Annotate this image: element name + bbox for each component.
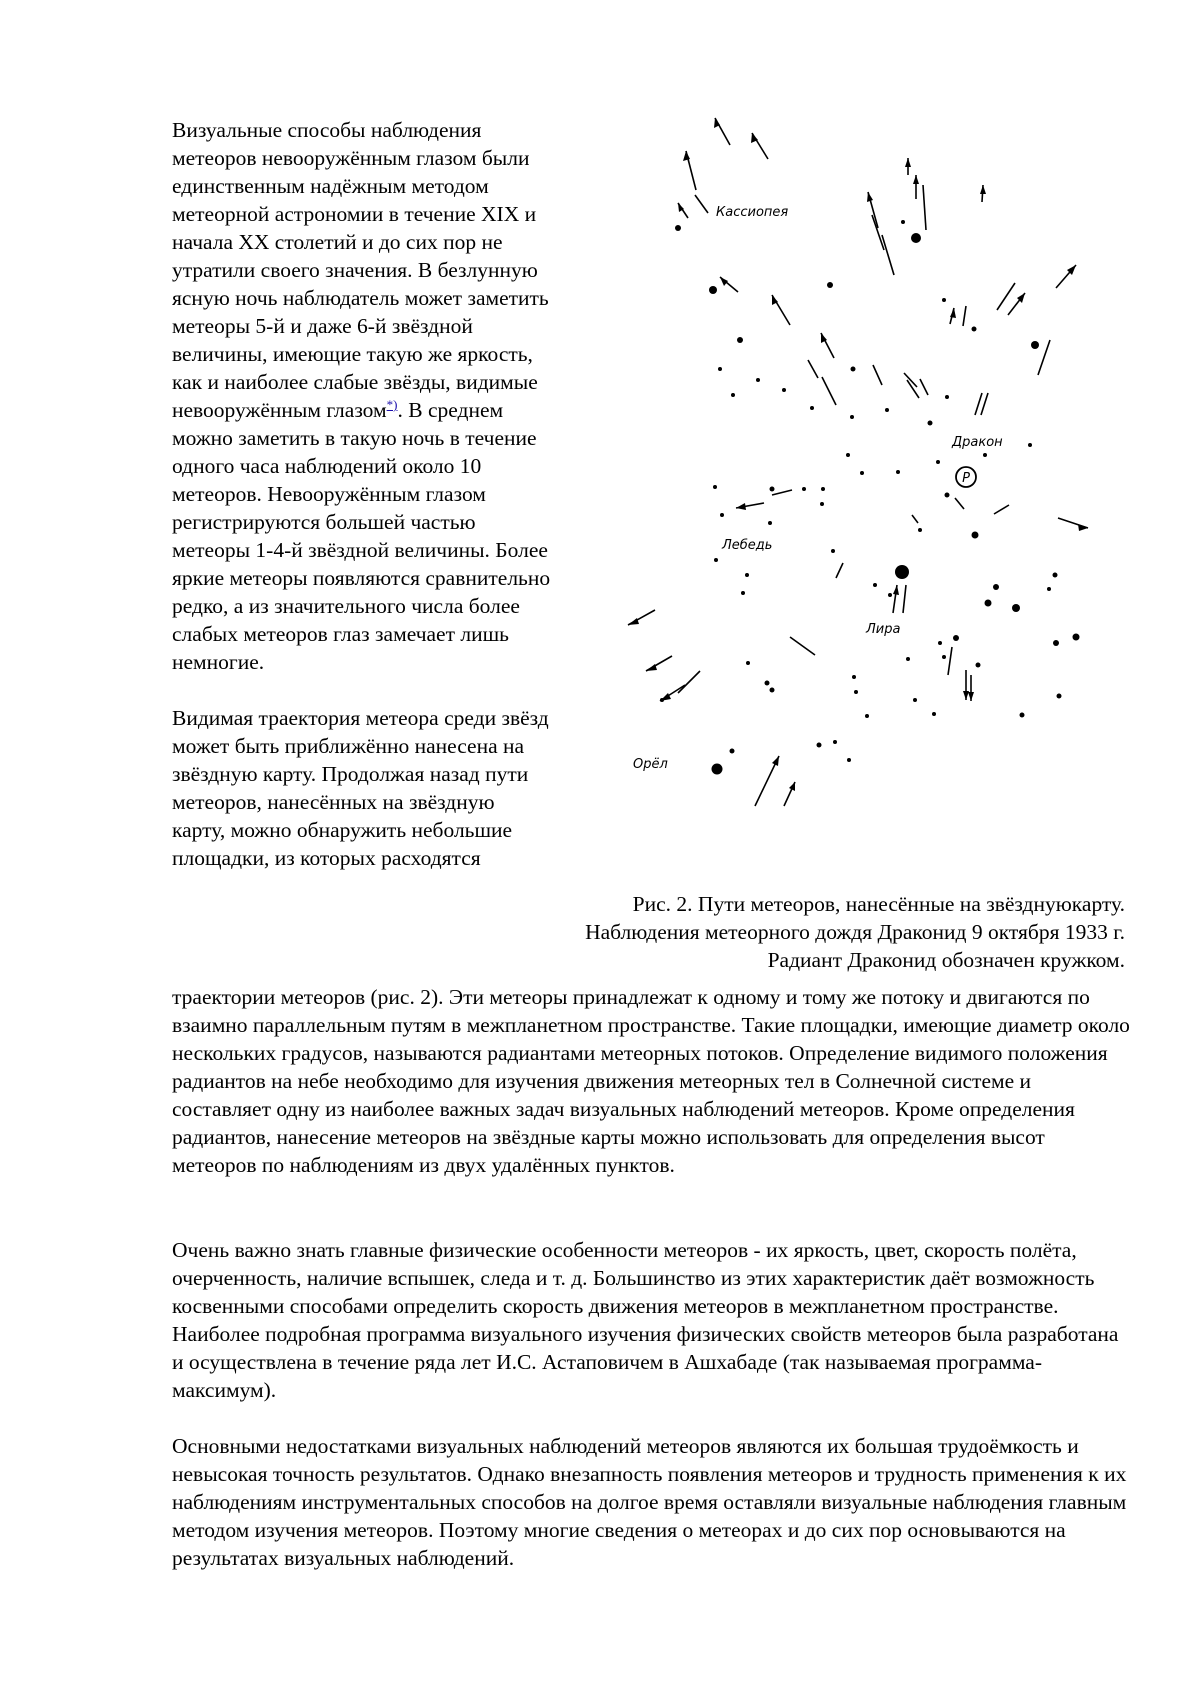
paragraph-2-start: Видимая траектория метеора среди звёзд может быть приближённо нанесена на звёздную карту. Продолжая назад пути метеоров, нанесённых на звёздную карту, можно обнаружить небольшие площадки, из которых расходятся xyxy=(172,706,549,870)
meteor-star-map xyxy=(590,115,1100,885)
star-map-figure xyxy=(560,115,1120,885)
label-eagle: Орёл xyxy=(633,757,668,772)
paragraph-2-continuation: траектории метеоров (рис. 2). Эти метеоры принадлежат к одному и тому же потоку и двигаются по взаимно параллельным путям в межпланетном пространстве. Такие площадки, имеющие диаметр около нескольких градусов, называются радиантами метеорных потоков. Определение видимого положения радиантов на небе необходимо для изучения движения метеорных тел в Солнечной системе и составляет одну из наиболее важных задач визуальных наблюдений метеоров. Кроме определения радиантов, нанесение метеоров на звёздные карты можно использовать для определения высот метеоров по наблюдениям из двух удалённых пунктов. xyxy=(172,985,1130,1177)
radiant-label: P xyxy=(962,471,970,486)
label-cassiopeia: Кассиопея xyxy=(716,205,789,220)
figure-caption: Рис. 2. Пути метеоров, нанесённые на звёзднуюкарту. Наблюдения метеорного дождя Драконид 9 октября 1933 г. Радиант Драконид обозначен кружком. xyxy=(585,892,1125,972)
paragraph-3: Очень важно знать главные физические особенности метеоров - их яркость, цвет, скорость полёта, очерченность, наличие вспышек, следа и т. д. Большинство из этих характеристик даёт возможность косвенными способами определить скорость движения метеоров в межпланетном пространстве. Наиболее подробная программа визуального изучения физических свойств метеоров была разработана и осуществлена в течение ряда лет И.С. Астаповичем в Ашхабаде (так называемая программа-максимум). xyxy=(172,1238,1119,1402)
paragraph-4: Основными недостатками визуальных наблюдений метеоров являются их большая трудоёмкость и невысокая точность результатов. Однако внезапность появления метеоров и трудность применения к их наблюдениям инструментальных способов на долгое время оставляли визуальные наблюдения главным методом изучения метеоров. Поэтому многие сведения о метеорах и до сих пор основываются на результатах визуальных наблюдений. xyxy=(172,1434,1127,1570)
label-draco: Дракон xyxy=(952,435,1003,450)
left-column-text xyxy=(172,116,552,900)
paragraph-1: Визуальные способы наблюдения метеоров невооружённым глазом были единственным надёжным методом метеорной астрономии в течение XIX и начала XX столетий и до сих пор не утратили своего значения. В безлунную ясную ночь наблюдатель может заметить метеоры 5-й и даже 6-й звёздной величины, имеющие такую же яркость, как и наиболее слабые звёзды, видимые невооружённым глазом*). В среднем можно заметить в такую ночь в течение одного часа наблюдений около 10 метеоров. Невооружённым глазом регистрируются большей частью метеоры 1-4-й звёздной величины. Более яркие метеоры появляются сравнительно редко, а из значительного числа более слабых метеоров глаз замечает лишь немногие. xyxy=(172,118,551,674)
footnote-link[interactable]: *) xyxy=(386,396,398,412)
label-cygnus: Лебедь xyxy=(722,538,773,553)
label-lyra: Лира xyxy=(866,622,901,637)
